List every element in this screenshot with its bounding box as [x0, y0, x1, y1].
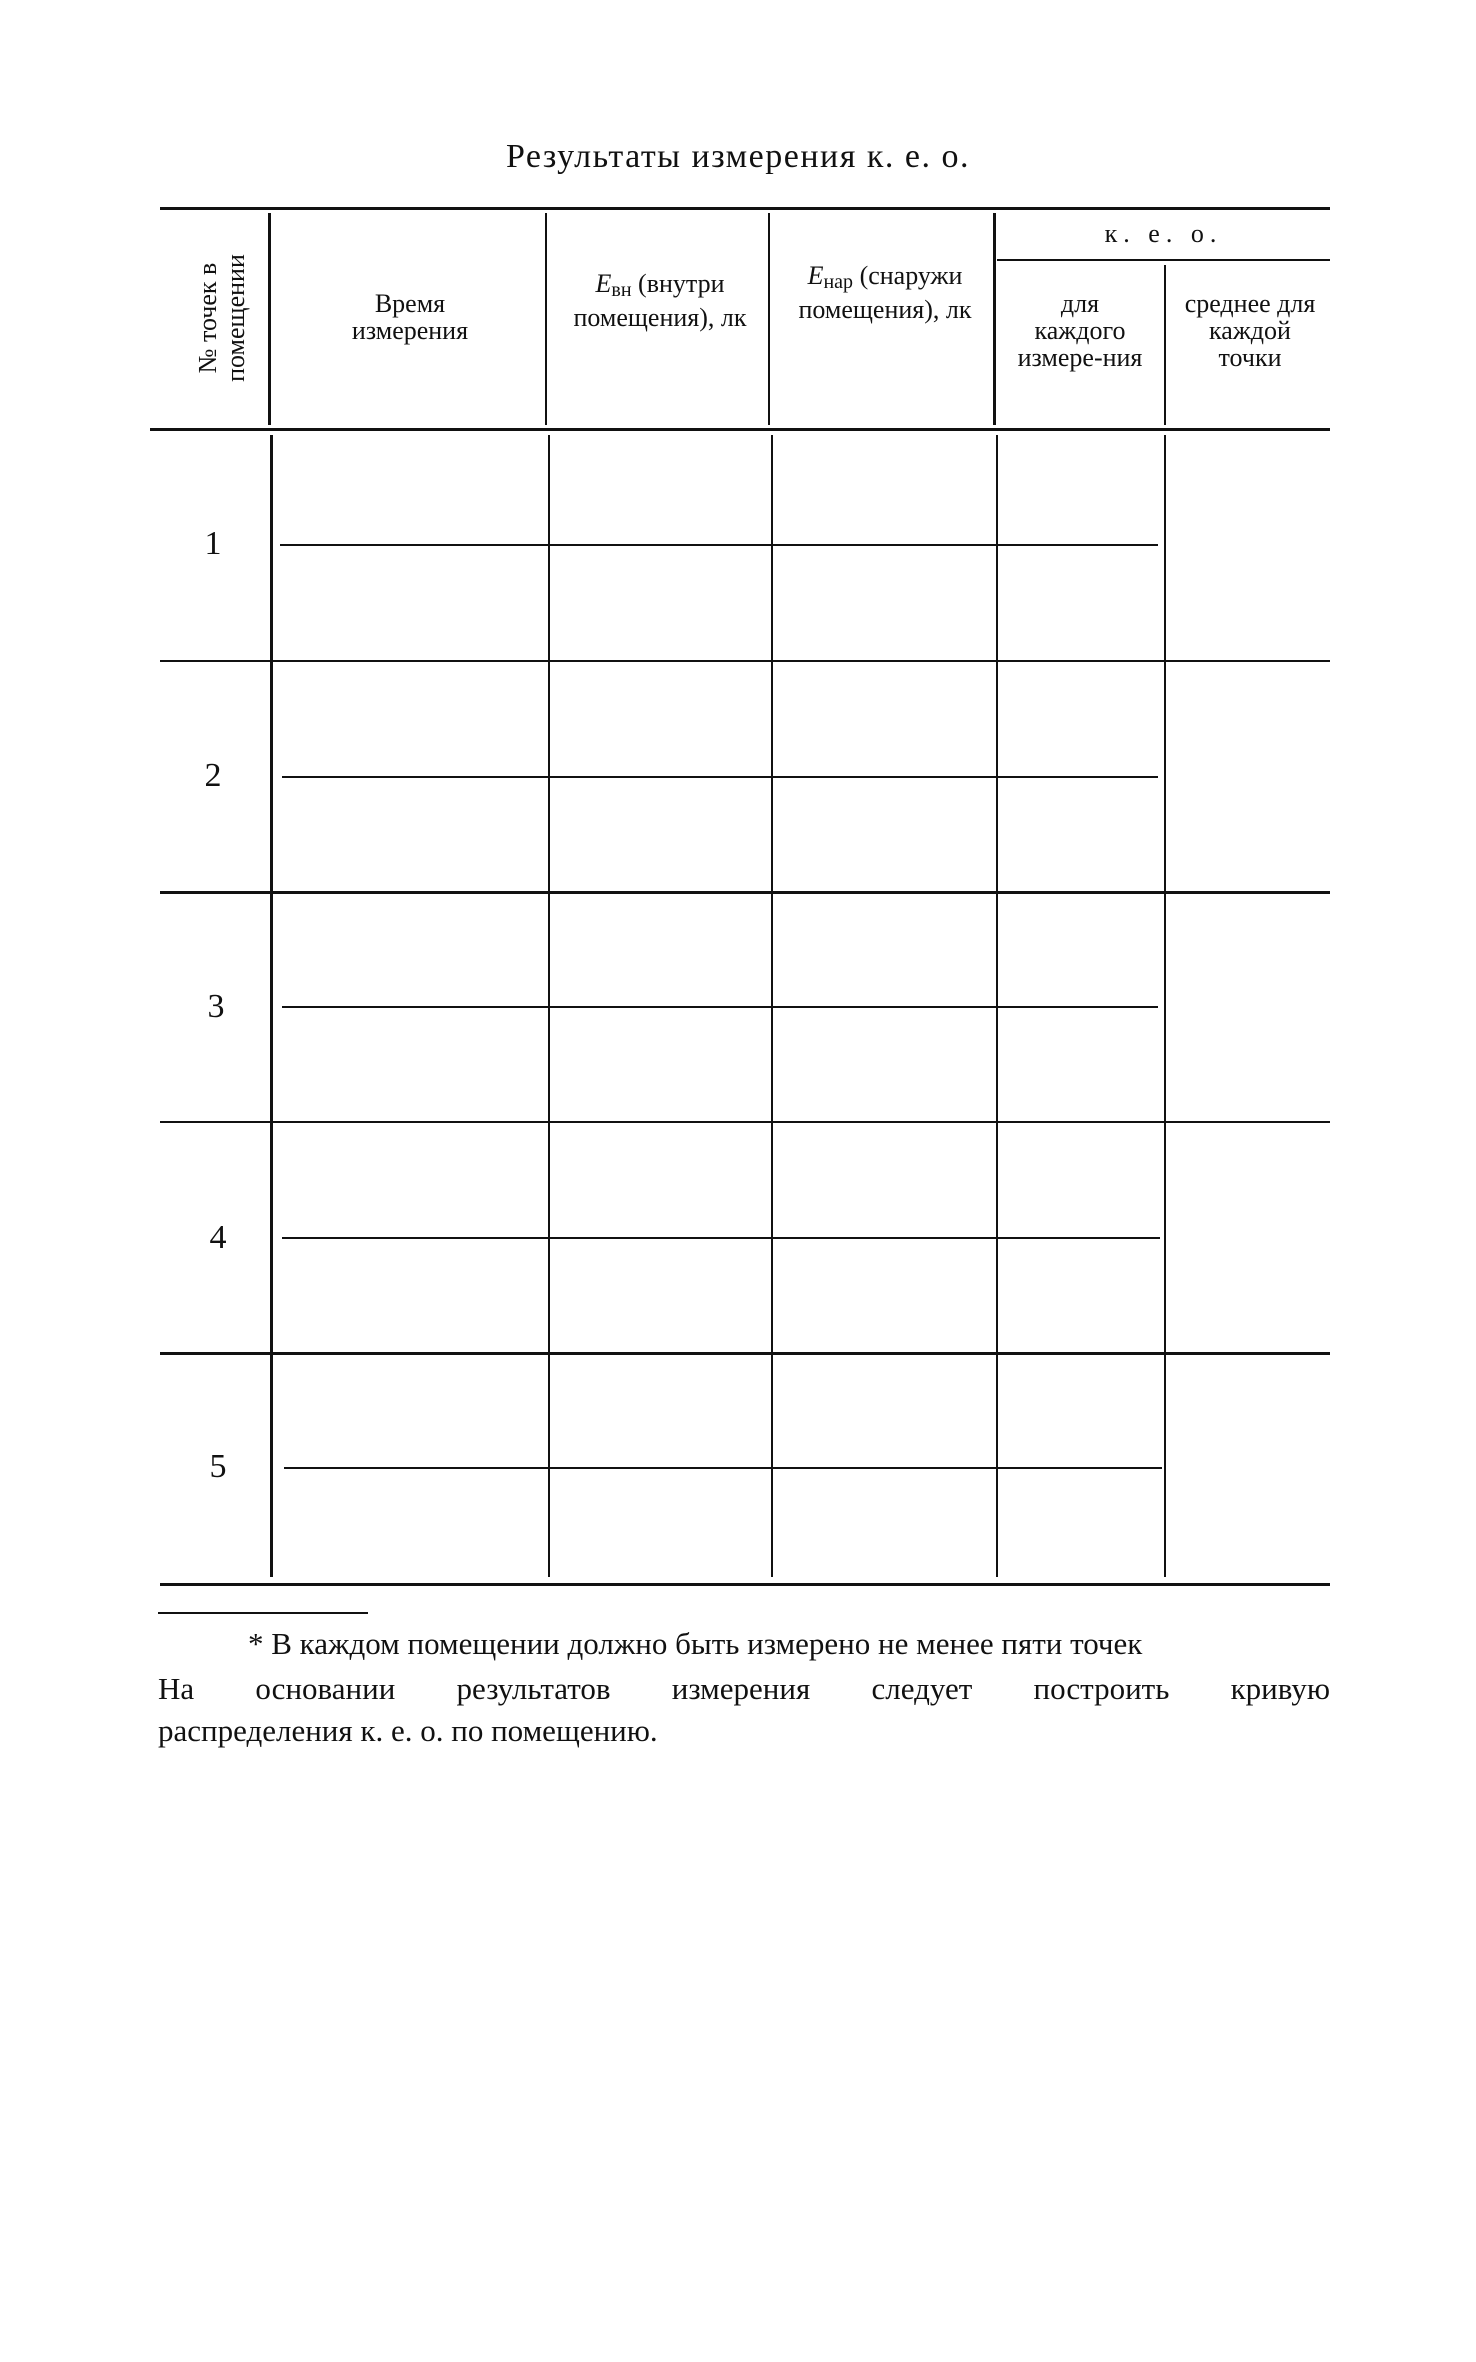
table-top-rule: [160, 207, 1330, 210]
body-col-line-1: [270, 435, 273, 1577]
table-title: Результаты измерения к. е. о.: [505, 138, 971, 175]
header-keo-each-measurement: для каждого измере-ния: [1017, 289, 1143, 372]
body-col-line-3: [771, 435, 773, 1577]
row-label-3: 3: [207, 988, 225, 1025]
header-keo-group: к. е. о.: [1104, 219, 1223, 248]
header-e-inside: $E_{вн}$ (внутри помещения), лк: [573, 269, 747, 332]
footnote-line-2: распределения к. е. о. по помещению.: [158, 1713, 658, 1748]
keo-group-underline: [997, 259, 1330, 261]
row-label-2: 2: [204, 757, 222, 794]
header-col-line-5: [1164, 265, 1166, 425]
measurement-line-4: [282, 1237, 1160, 1239]
row-label-4: 4: [209, 1219, 227, 1256]
header-bottom-rule: [150, 428, 1330, 431]
row-divider-1: [160, 660, 1330, 662]
row-divider-2: [160, 891, 1330, 894]
row-label-1: 1: [204, 525, 222, 562]
header-keo-mean-per-point: среднее для каждой точки: [1184, 289, 1316, 372]
footnote-separator: [158, 1612, 368, 1614]
footnote-min-points: * В каждом помещении должно быть измерено не менее пяти точек: [248, 1626, 1143, 1661]
header-col-line-3: [768, 213, 770, 425]
body-col-line-2: [548, 435, 550, 1577]
measurement-line-2: [282, 776, 1158, 778]
measurement-line-1: [280, 544, 1158, 546]
measurement-line-3: [282, 1006, 1158, 1008]
measurement-line-5: [284, 1467, 1162, 1469]
footnote-curve-instruction: [158, 1668, 1330, 1752]
body-col-line-4: [996, 435, 998, 1577]
row-divider-3: [160, 1121, 1330, 1123]
footnote-line-1: На основании результатов измерения следует построить кривую: [158, 1671, 1330, 1706]
header-time: Время измерения: [351, 289, 469, 345]
row-divider-4: [160, 1352, 1330, 1355]
header-col-line-2: [545, 213, 547, 425]
header-point-number: № точек в помещении: [193, 254, 250, 382]
row-label-5: 5: [209, 1448, 227, 1485]
table-bottom-rule: [160, 1583, 1330, 1586]
header-col-line-4: [993, 213, 996, 425]
body-col-line-5: [1164, 435, 1166, 1577]
header-e-outside: $E_{нар}$ (снаружи помещения), лк: [798, 261, 972, 324]
